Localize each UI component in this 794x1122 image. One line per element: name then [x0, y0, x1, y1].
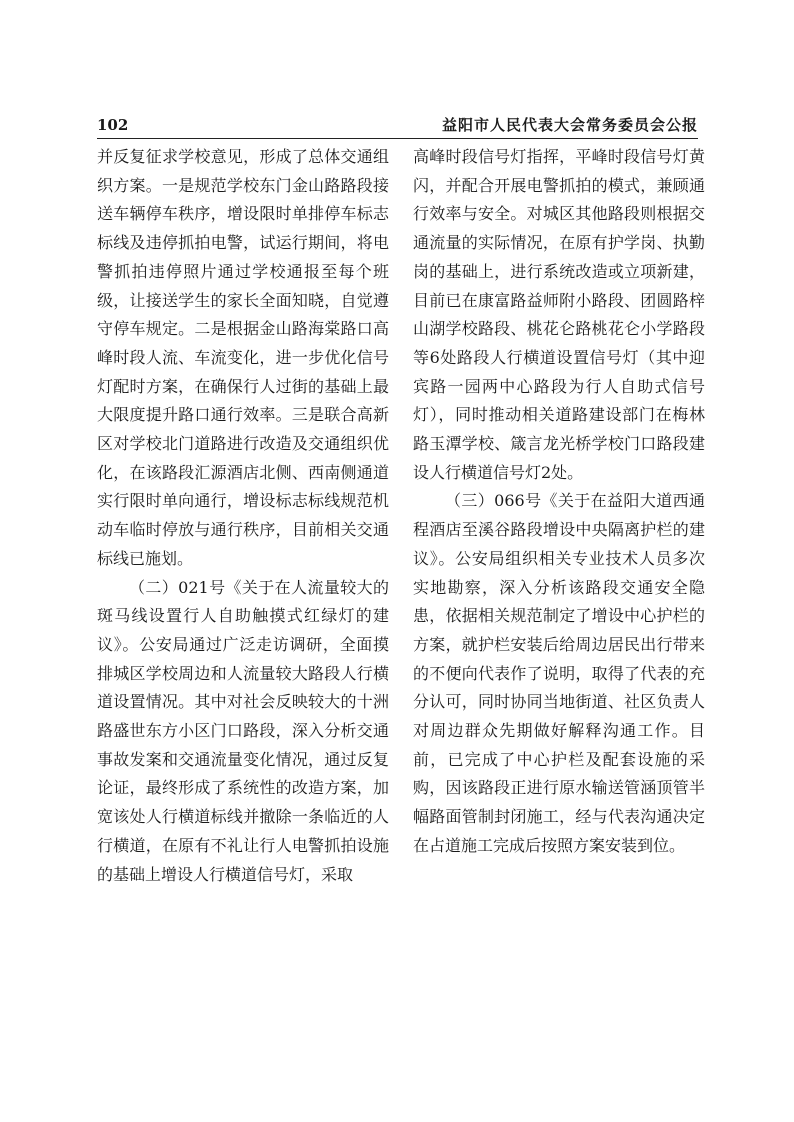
proposal-066-title: （三）066号《关于在益阳大道西通程酒店至溪谷路段增设中央隔离护栏的建议》。 — [413, 491, 705, 568]
left-paragraph-2 — [97, 574, 389, 890]
proposal-066-body: 公安局组织相关专业技术人员多次实地勘察，深入分析该路段交通安全隐患，依据相关规范制定了增设中心护栏的方案，就护栏安装后给周边居民出行带来的不便向代表作了说明，取得了代表的充分认可，同时协同当地街道、社区负责人对周边群众先期做好解释沟通工作。目前，已完成了中心护栏及配套设施的采购，因该路段正进行原水输送管涵顶管半幅路面管制封闭施工，经与代表沟通决定在占道施工完成后按照方案安装到位。 — [413, 548, 705, 855]
right-paragraph-2 — [413, 487, 705, 860]
proposal-021-title: （二）021号《关于在人流量较大的斑马线设置行人自助触摸式红绿灯的建议》。 — [97, 577, 389, 654]
left-paragraph-1 — [97, 143, 389, 574]
left-column — [97, 143, 389, 889]
proposal-021-body: 公安局通过广泛走访调研，全面摸排城区学校周边和人流量较大路段人行横道设置情况。其中对社会反映较大的十洲路盛世东方小区门口路段，深入分析交通事故发案和交通流量变化情况，通过反复论证，最终形成了系统性的改造方案，加宽该处人行横道标线并撤除一条临近的人行横道，在原有不礼让行人电警抓拍设施的基础上增设人行横道信号灯，采取 — [97, 634, 389, 884]
header-rule — [97, 138, 698, 139]
page-number: 102 — [97, 116, 129, 134]
left-paragraph-1-text: 并反复征求学校意见，形成了总体交通组织方案。一是规范学校东门金山路路段接送车辆停车秩序，增设限时单排停车标志标线及违停抓拍电警，试运行期间，将电警抓拍违停照片通过学校通报至每个班级，让接送学生的家长全面知晓，自觉遵守停车规定。二是根据金山路海棠路口高峰时段人流、车流变化，进一步优化信号灯配时方案，在确保行人过街的基础上最大限度提升路口通行效率。三是联合高新区对学校北门道路进行改造及交通组织优化，在该路段汇源酒店北侧、西南侧通道实行限时单向通行，增设标志标线规范机动车临时停放与通行秩序，目前相关交通标线已施划。 — [97, 147, 389, 568]
journal-title: 益阳市人民代表大会常务委员会公报 — [441, 116, 698, 134]
right-paragraph-1-text: 高峰时段信号灯指挥，平峰时段信号灯黄闪，并配合开展电警抓拍的模式，兼顾通行效率与安全。对城区其他路段则根据交通流量的实际情况，在原有护学岗、执勤岗的基础上，进行系统改造或立项新建，目前已在康富路益师附小路段、团圆路梓山湖学校路段、桃花仑路桃花仑小学路段等6处路段人行横道设置信号灯（其中迎宾路一园两中心路段为行人自助式信号灯），同时推动相关道路建设部门在梅林路玉潭学校、箴言龙光桥学校门口路段建设人行横道信号灯2处。 — [413, 147, 705, 482]
right-column — [413, 143, 705, 861]
page-header — [97, 113, 698, 137]
right-paragraph-1 — [413, 143, 705, 487]
